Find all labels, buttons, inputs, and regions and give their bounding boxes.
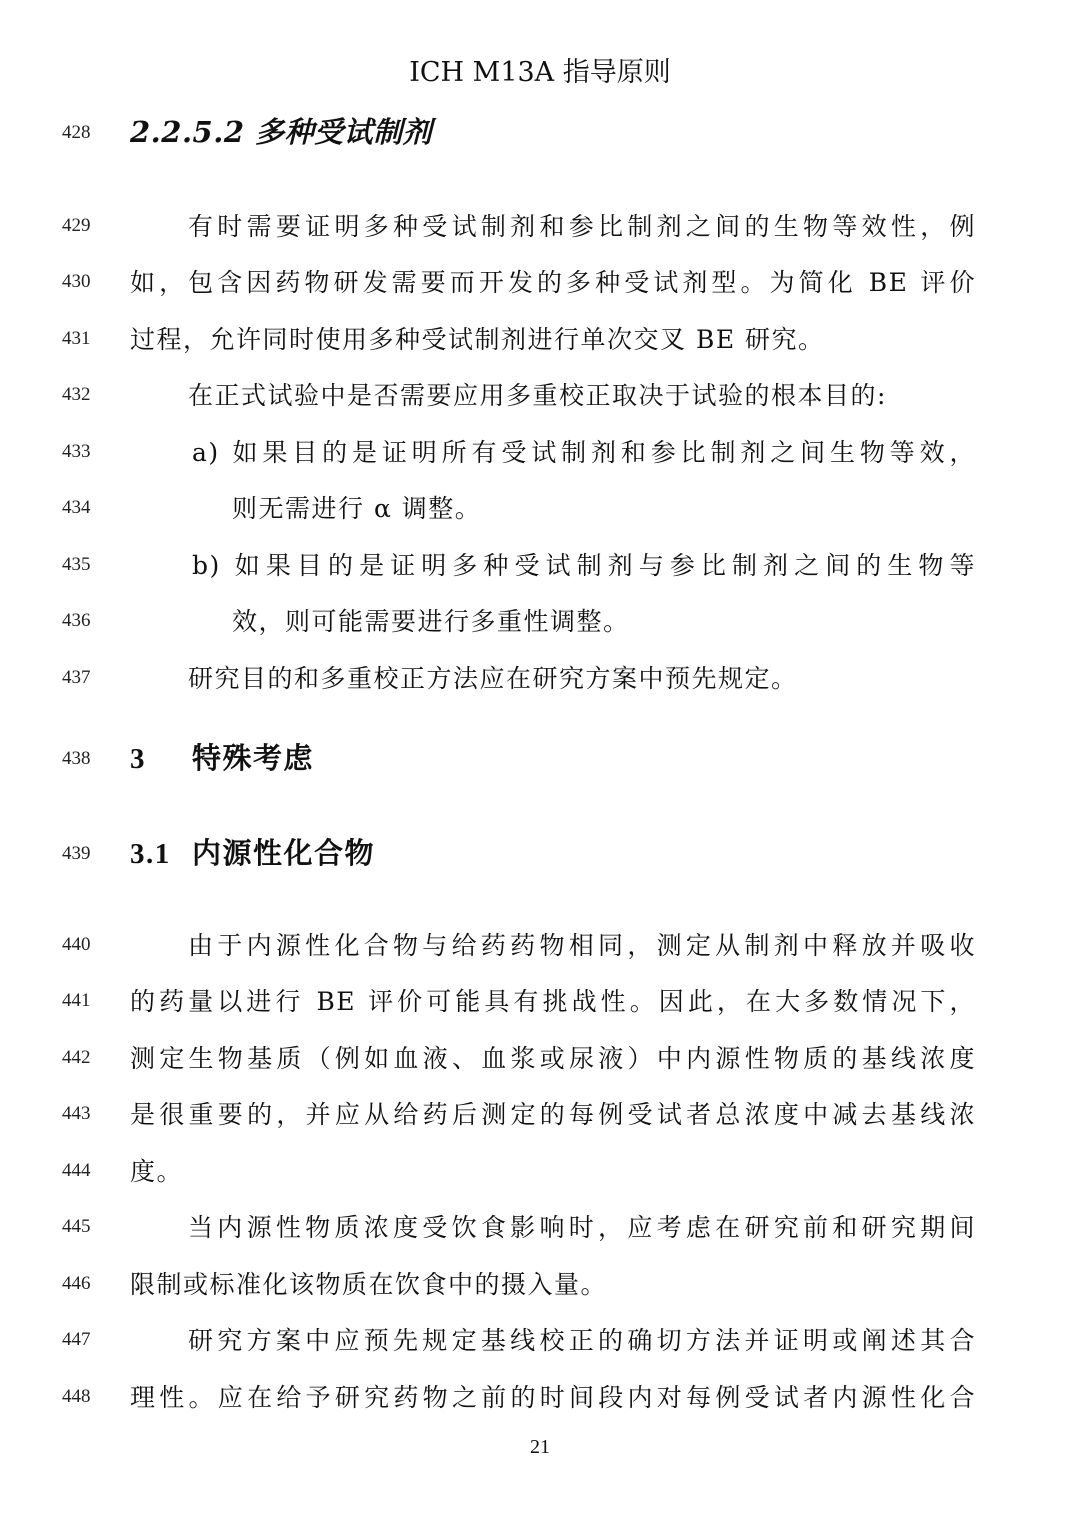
subsection-heading: 2.2.5.2 多种受试制剂 (130, 115, 433, 149)
line-number: 437 (62, 667, 91, 688)
text-line (0, 655, 1080, 699)
paragraph-text: 有时需要证明多种受试制剂和参比制剂之间的生物等效性，例 (188, 212, 976, 241)
list-item-text: 则无需进行 α 调整。 (232, 494, 482, 523)
paragraph-text: 度。 (130, 1157, 184, 1186)
section-heading-line (0, 831, 1080, 875)
line-number: 443 (62, 1103, 91, 1124)
line-number: 432 (62, 384, 91, 405)
section-title: 内源性化合物 (192, 836, 376, 870)
line-number: 435 (62, 554, 91, 575)
text-line (0, 1204, 1080, 1248)
line-number: 433 (62, 441, 91, 462)
list-item-line (0, 429, 1080, 473)
text-line (0, 316, 1080, 360)
list-item-text: 效，则可能需要进行多重性调整。 (232, 607, 630, 636)
list-item-text: b) 如果目的是证明多种受试制剂与参比制剂之间的生物等 (192, 551, 976, 580)
paragraph-text: 理性。应在给予研究药物之前的时间段内对每例受试者内源性化合 (130, 1383, 976, 1412)
paragraph-text: 当内源性物质浓度受饮食影响时，应考虑在研究前和研究期间 (188, 1213, 976, 1242)
paragraph-text: 研究目的和多重校正方法应在研究方案中预先规定。 (188, 664, 798, 693)
line-number: 438 (62, 748, 91, 769)
section-heading-line (0, 736, 1080, 780)
paragraph-text: 由于内源性化合物与给药药物相同，测定从制剂中释放并吸收 (188, 931, 976, 960)
text-line (0, 259, 1080, 303)
page-header: ICH M13A 指导原则 (409, 57, 671, 88)
section-heading (130, 831, 976, 872)
line-number: 448 (62, 1386, 91, 1407)
paragraph-text: 测定生物基质（例如血液、血浆或尿液）中内源性物质的基线浓度 (130, 1044, 976, 1073)
section-number: 3 (130, 743, 146, 775)
line-number: 436 (62, 610, 91, 631)
line-number: 439 (62, 843, 91, 864)
text-line (0, 1317, 1080, 1361)
line-number: 445 (62, 1216, 91, 1237)
text-line (0, 922, 1080, 966)
paragraph-text: 如，包含因药物研发需要而开发的多种受试剂型。为简化 BE 评价 (130, 268, 976, 297)
line-number: 440 (62, 934, 91, 955)
line-number: 442 (62, 1047, 91, 1068)
section-heading-line (0, 110, 1080, 154)
line-number: 430 (62, 271, 91, 292)
line-number: 428 (62, 122, 91, 143)
paragraph-text: 的药量以进行 BE 评价可能具有挑战性。因此，在大多数情况下， (130, 987, 976, 1016)
paragraph-text: 研究方案中应预先规定基线校正的确切方法并证明或阐述其合 (188, 1326, 976, 1355)
line-number: 444 (62, 1160, 91, 1181)
text-line (0, 203, 1080, 247)
text-line (0, 1091, 1080, 1135)
paragraph-text: 在正式试验中是否需要应用多重校正取决于试验的根本目的: (188, 381, 887, 410)
paragraph-text: 是很重要的，并应从给药后测定的每例受试者总浓度中减去基线浓 (130, 1100, 976, 1129)
section-heading (130, 736, 976, 777)
text-line (0, 978, 1080, 1022)
section-title: 特殊考虑 (192, 741, 315, 775)
line-number: 441 (62, 990, 91, 1011)
text-line (0, 1374, 1080, 1418)
line-number: 431 (62, 328, 91, 349)
list-item-text: a) 如果目的是证明所有受试制剂和参比制剂之间生物等效， (192, 438, 976, 467)
list-item-line (0, 485, 1080, 529)
page-number: 21 (530, 1436, 550, 1458)
list-item-line (0, 542, 1080, 586)
text-line (0, 1148, 1080, 1192)
text-line (0, 372, 1080, 416)
section-number: 3.1 (130, 838, 171, 870)
paragraph-text: 限制或标准化该物质在饮食中的摄入量。 (130, 1270, 608, 1299)
text-line (0, 1261, 1080, 1305)
line-number: 446 (62, 1273, 91, 1294)
list-item-line (0, 598, 1080, 642)
line-number: 429 (62, 215, 91, 236)
line-number: 447 (62, 1329, 91, 1350)
line-number: 434 (62, 497, 91, 518)
paragraph-text: 过程，允许同时使用多种受试制剂进行单次交叉 BE 研究。 (130, 325, 825, 354)
text-line (0, 1035, 1080, 1079)
